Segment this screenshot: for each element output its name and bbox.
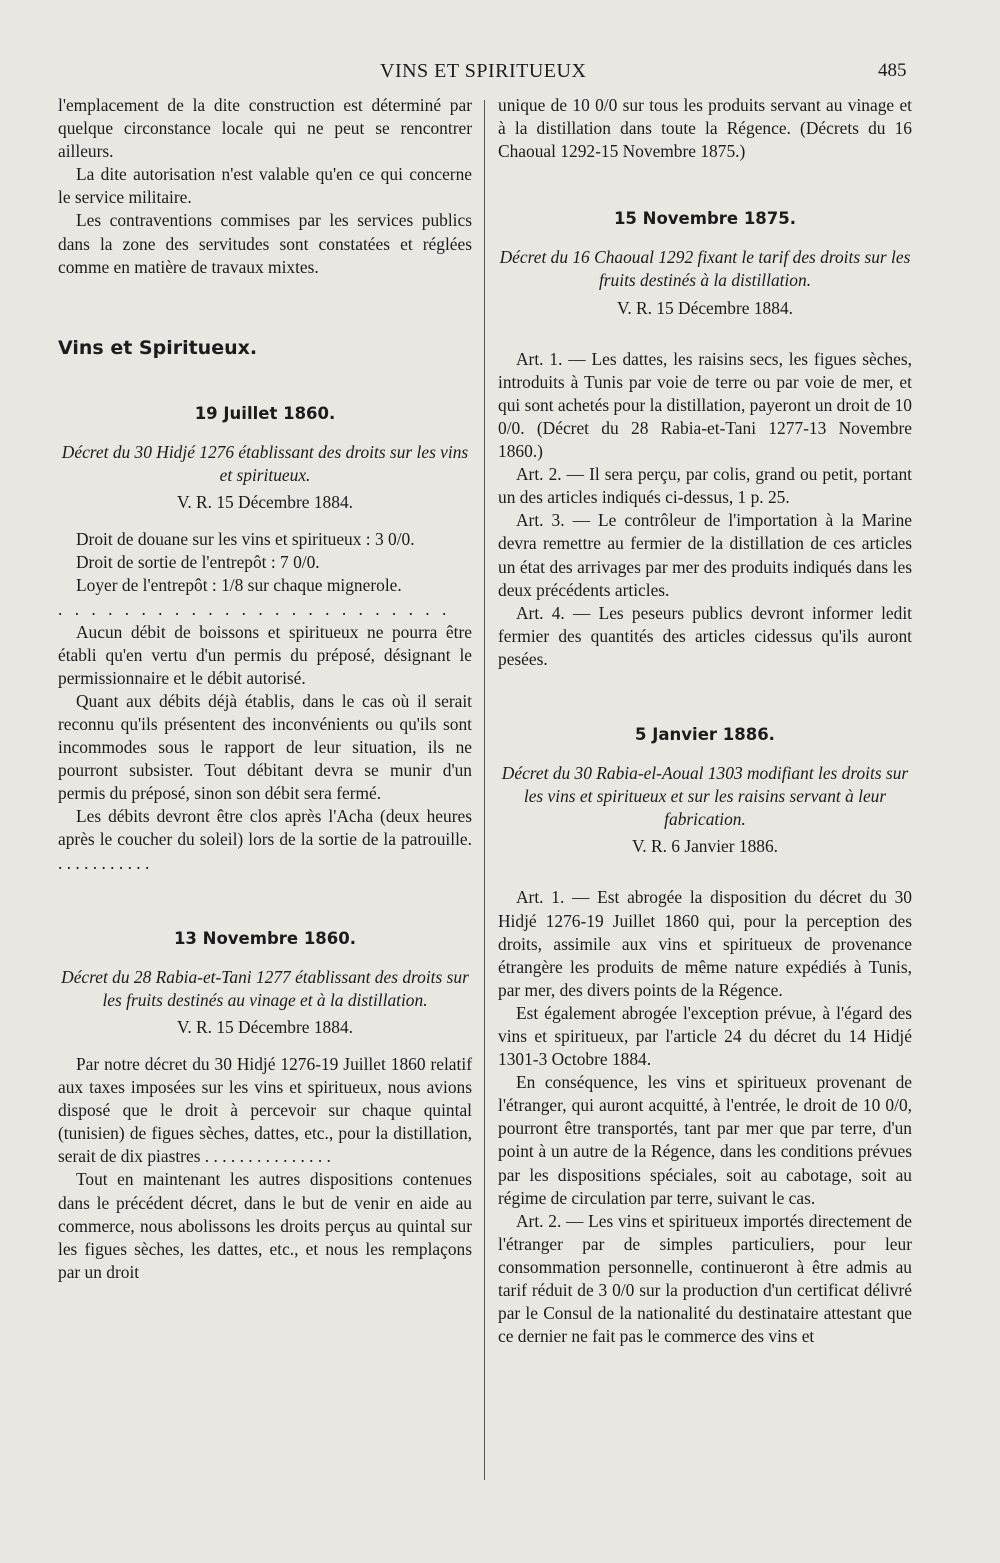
- paragraph: Quant aux débits déjà établis, dans le cas où il serait reconnu qu'ils présentent des inconvénients ou qu'ils sont incommodes sous le rapport de leur situation, ils ne pourront subsister. Tout débitant devra se munir d'un permis du préposé, sinon son débit sera fermé.: [58, 690, 472, 804]
- article: Art. 3. — Le contrôleur de l'importation à la Marine devra remettre au fermier de la distillation de ces articles un état des arrivages par mer des produits indiqués dans les deux précédents articles.: [498, 510, 912, 600]
- ellipsis-line: . . . . . . . . . . . . . . . . . . . . . . . .: [58, 598, 451, 619]
- article: Art. 1. — Est abrogée la disposition du décret du 30 Hidjé 1276-19 Juillet 1860 qui, pour la perception des droits, assimile aux vins et spiritueux de provenance étrangère les produits de même nature expédiés à Tunis, par mer, des divers points de la Régence.: [498, 887, 912, 1000]
- paragraph: Par notre décret du 30 Hidjé 1276-19 Juillet 1860 relatif aux taxes imposées sur les vins et spiritueux, nous avions disposé que le droit à percevoir sur chaque quintal (tunisien) de figues sèches, dattes, etc., pour la distillation, serait de dix piastres . . . . . . . . . . . . . . .: [58, 1054, 472, 1167]
- decree-title: Décret du 30 Hidjé 1276 établissant des droits sur les vins et spiritueux.: [61, 441, 469, 486]
- decree-reference: V. R. 15 Décembre 1884.: [617, 297, 793, 318]
- decree-date: 5 Janvier 1886.: [635, 724, 775, 744]
- paragraph: unique de 10 0/0 sur tous les produits servant au vinage et à la distillation dans toute la Régence. (Décrets du 16 Chaoual 1292-15 Novembre 1875.): [498, 95, 912, 162]
- left-column: [58, 94, 472, 1284]
- paragraph: En conséquence, les vins et spiritueux provenant de l'étranger, qui auront acquitté, à l'entrée, le droit de 10 0/0, pourront être transportés, tant par mer que par terre, d'un point à un autre de la Régence, dans les conditions prévues par les dispositions spéciales, soit au cabotage, soit au régime de circulation par terre, suivant le cas.: [498, 1072, 912, 1208]
- decree-title: Décret du 28 Rabia-et-Tani 1277 établissant des droits sur les fruits destinés au vinage et à la distillation.: [61, 966, 469, 1010]
- paragraph: Est également abrogée l'exception prévue, à l'égard des vins et spiritueux, par l'article 24 du décret du 14 Hidjé 1301-3 Octobre 1884.: [498, 1002, 912, 1070]
- right-column: [498, 94, 912, 1348]
- article: Art. 2. — Les vins et spiritueux importés directement de l'étranger par de simples particuliers, pour leur consommation personnelle, continueront à être admis au tarif réduit de 3 0/0 sur la production d'un certificat délivré par le Consul de la nationalité du destinataire attestant que ce dernier ne fait pas le commerce des vins et: [498, 1210, 912, 1347]
- column-divider: [484, 100, 485, 1480]
- section-title: Vins et Spiritueux.: [58, 336, 258, 359]
- paragraph: Tout en maintenant les autres dispositions contenues dans le précédent décret, dans le but de venir en aide au commerce, nous abolissons les droits perçus au quintal sur les figues sèches, les dattes, etc., et nous les remplaçons par un droit: [58, 1169, 472, 1282]
- decree-reference: V. R. 6 Janvier 1886.: [631, 836, 779, 857]
- paragraph: l'emplacement de la dite construction est déterminé par quelque circonstance locale qui ne peut se rencontrer ailleurs.: [58, 95, 472, 162]
- running-title: VINS ET SPIRITUEUX: [380, 60, 587, 82]
- decree-title: Décret du 16 Chaoual 1292 fixant le tarif des droits sur les fruits destinés à la distillation.: [499, 247, 911, 291]
- decree-title: Décret du 30 Rabia-el-Aoual 1303 modifiant les droits sur les vins et spiritueux et sur les raisins servant à leur fabrication.: [501, 763, 909, 830]
- running-header: [0, 60, 1000, 84]
- decree-date: 19 Juillet 1860.: [194, 403, 336, 423]
- decree-date: 15 Novembre 1875.: [613, 209, 797, 229]
- paragraph: Droit de douane sur les vins et spiritueux : 3 0/0.: [76, 529, 415, 550]
- article: Art. 4. — Les peseurs publics devront informer ledit fermier des quantités des articles cidessus qu'ils auront pesées.: [498, 602, 912, 669]
- decree-date: 13 Novembre 1860.: [173, 928, 357, 948]
- paragraph: Aucun débit de boissons et spiritueux ne pourra être établi qu'en vertu d'un permis du préposé, désignant le permissionnaire et le débit autorisé.: [58, 621, 472, 688]
- paragraph: Loyer de l'entrepôt : 1/8 sur chaque mignerole.: [76, 575, 402, 596]
- decree-reference: V. R. 15 Décembre 1884.: [177, 492, 353, 513]
- article: Art. 1. — Les dattes, les raisins secs, les figues sèches, introduits à Tunis par voie de terre ou par voie de mer, et qui sont achetés pour la distillation, payeront un droit de 10 0/0. (Décret du 28 Rabia-et-Tani 1277-13 Novembre 1860.): [498, 348, 912, 462]
- paragraph: Les contraventions commises par les services publics dans la zone des servitudes sont constatées et réglées comme en matière de travaux mixtes.: [58, 210, 472, 277]
- paragraph: Droit de sortie de l'entrepôt : 7 0/0.: [76, 552, 320, 573]
- page-number: 485: [878, 60, 907, 81]
- decree-reference: V. R. 15 Décembre 1884.: [177, 1016, 353, 1037]
- paragraph: La dite autorisation n'est valable qu'en ce qui concerne le service militaire.: [58, 164, 472, 208]
- paragraph: Les débits devront être clos après l'Acha (deux heures après le coucher du soleil) lors de la sortie de la patrouille. . . . . . . . . . . .: [58, 806, 472, 873]
- article: Art. 2. — Il sera perçu, par colis, grand ou petit, portant un des articles indiqués ci-dessus, 1 p. 25.: [498, 464, 912, 508]
